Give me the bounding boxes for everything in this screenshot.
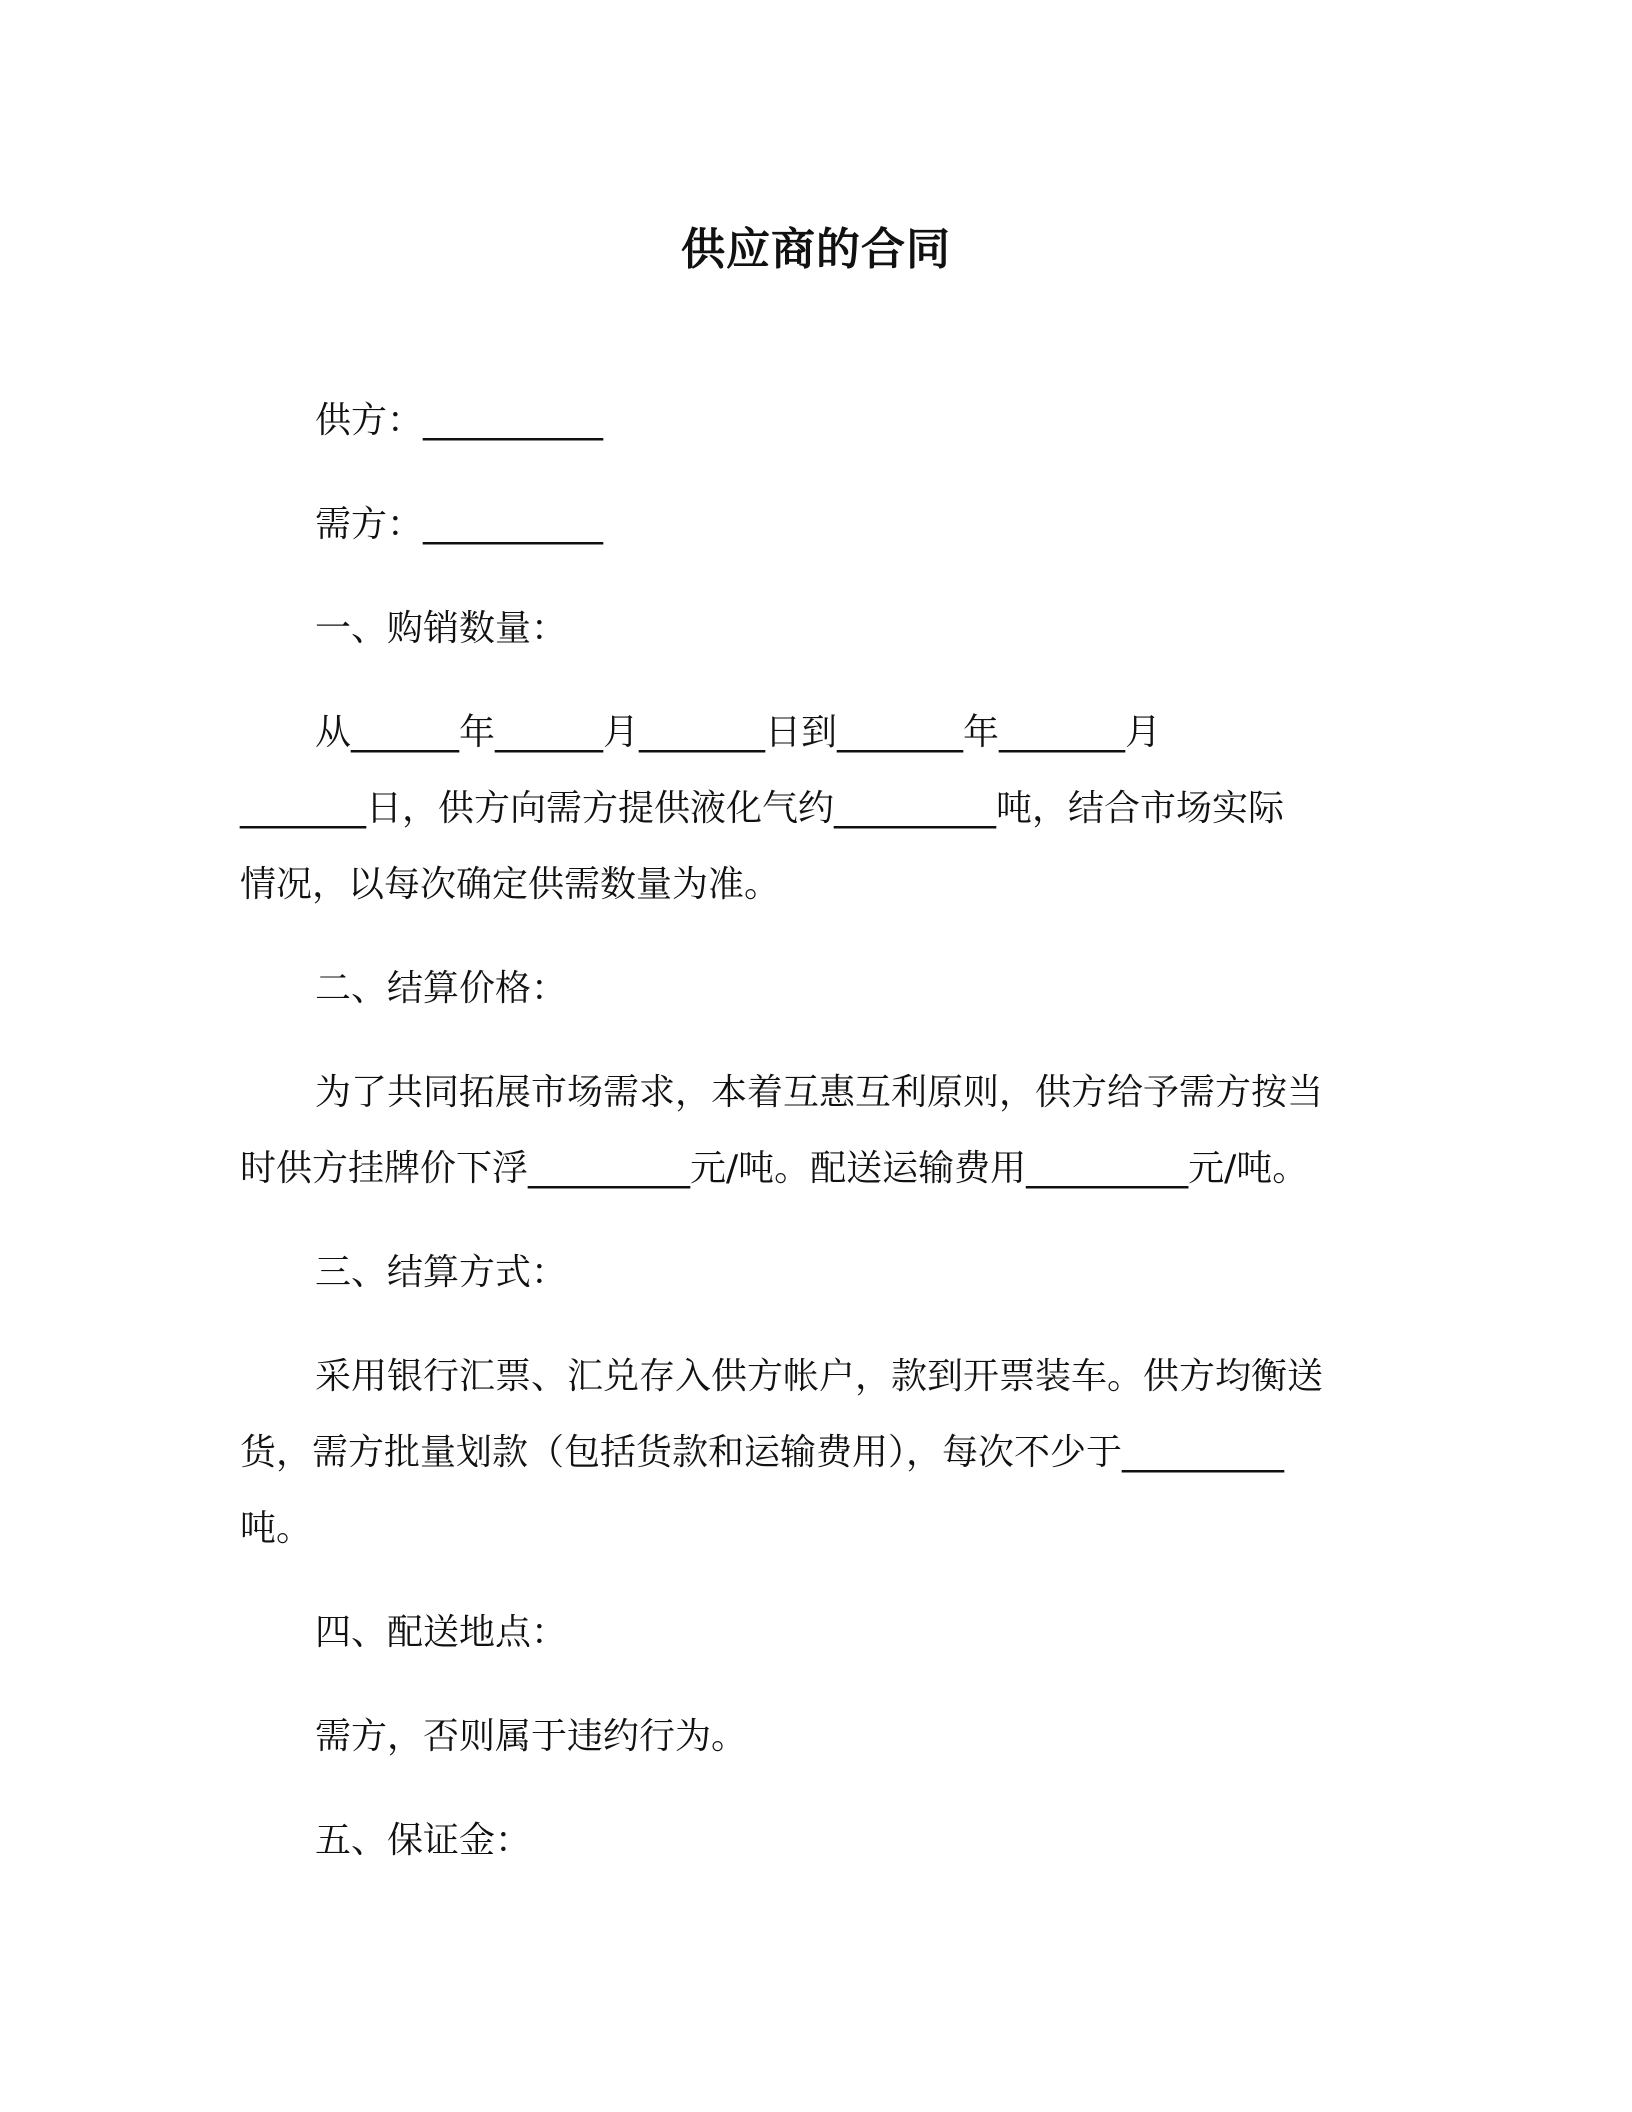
paragraph-line: 吨。: [240, 1508, 313, 1549]
paragraph-line: _______日，供方向需方提供液化气约_________吨，结合市场实际: [240, 788, 1285, 829]
paragraph-line: 货，需方批量划款（包括货款和运输费用），每次不少于_________: [240, 1432, 1285, 1473]
paragraph-line: 从______年______月_______日到_______年_______月: [315, 712, 1161, 753]
paragraph-line: 为了共同拓展市场需求，本着互惠互利原则，供方给予需方按当: [315, 1072, 1324, 1113]
document-title: 供应商的合同: [681, 224, 951, 275]
section-heading-price: 二、结算价格：: [315, 968, 568, 1009]
paragraph-line: 情况，以每次确定供需数量为准。: [240, 864, 781, 905]
supplier-line: 供方：__________: [315, 400, 604, 441]
section-heading-settlement: 三、结算方式：: [315, 1252, 568, 1293]
paragraph-line: 需方，否则属于违约行为。: [315, 1716, 748, 1757]
section-heading-quantity: 一、购销数量：: [315, 608, 568, 649]
paragraph-line: 采用银行汇票、汇兑存入供方帐户，款到开票装车。供方均衡送: [315, 1356, 1324, 1397]
paragraph-line: 时供方挂牌价下浮_________元/吨。配送运输费用_________元/吨。: [240, 1148, 1309, 1189]
section-heading-deposit: 五、保证金：: [315, 1820, 532, 1861]
buyer-line: 需方：__________: [315, 504, 604, 545]
section-heading-delivery: 四、配送地点：: [315, 1612, 568, 1653]
